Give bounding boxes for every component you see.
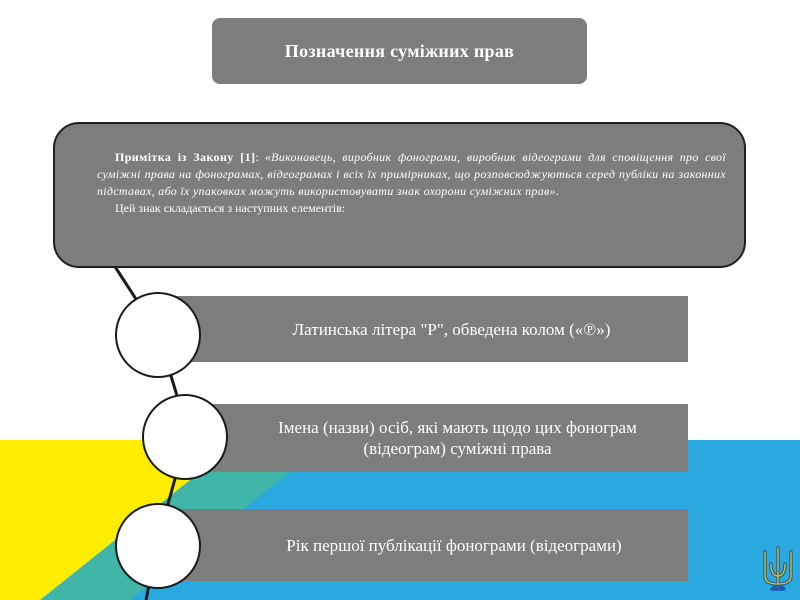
note-colon: :: [255, 150, 265, 164]
note-label: Примітка із Закону [1]: [115, 150, 256, 164]
note-quote-text: «Виконавець, виробник фонограми, виробник відеограми для сповіщення про свої суміжні права на фонограмах, відеограмах і всіх їх примірниках, що розповсюджуються серед публіки на законних підставах, або їх упаковках можуть використовувати знак охорони суміжних прав».: [97, 150, 726, 198]
element-item-label: Рік першої публікації фонограми (відеограми): [286, 535, 622, 555]
bullet-circle-3: [115, 503, 201, 589]
bullet-circle-2: [142, 394, 228, 480]
page-title: Позначення суміжних прав: [212, 18, 587, 84]
note-follow-text: Цей знак складається з наступних елементів:: [115, 201, 346, 215]
element-item-1: [175, 296, 688, 362]
element-item-2: [175, 404, 688, 472]
bullet-circle-1: [115, 292, 201, 378]
element-item-3: [175, 509, 688, 581]
law-note-box: [53, 122, 746, 268]
law-note-quote: [97, 149, 726, 200]
element-item-label: Латинська літера "P", обведена колом («℗»): [292, 319, 611, 339]
trident-icon: [761, 546, 795, 592]
element-item-label: Імена (назви) осіб, які мають щодо цих фонограм (відеограм) суміжні права: [278, 418, 637, 458]
